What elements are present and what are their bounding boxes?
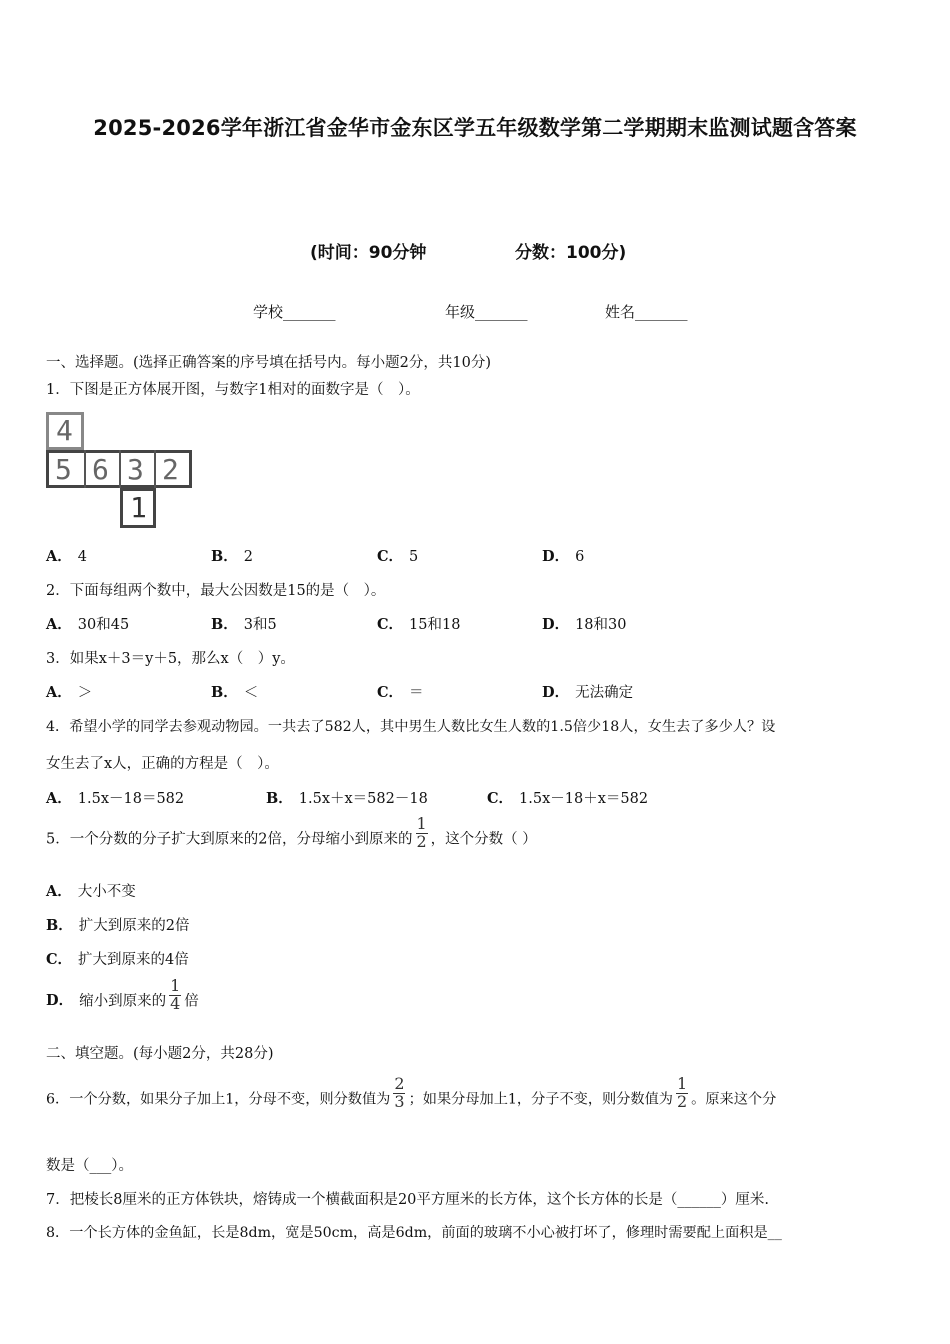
name-field: 姓名_______	[605, 303, 688, 321]
q5-option-a: A． 大小不变	[46, 883, 136, 900]
question-1: 1．下图是正方体展开图，与数字1相对的面数字是（ ）。	[46, 382, 420, 398]
question-2: 2．下面每组两个数中，最大公因数是15的是（ ）。	[46, 583, 386, 599]
net-digit: 4	[56, 414, 73, 447]
net-divider	[154, 450, 156, 488]
question-3: 3．如果x＋3＝y＋5，那么x（ ）y。	[46, 651, 295, 667]
net-digit: 1	[130, 491, 147, 524]
q5-option-b: B． 扩大到原来的2倍	[46, 917, 190, 934]
q4-option-a: A． 1.5x－18＝582	[46, 790, 185, 807]
section-heading-fill: 二、填空题。(每小题2分，共28分)	[46, 1046, 274, 1062]
question-6-line-1: 6．一个分数，如果分子加上1，分母不变，则分数值为 $\frac{2}{3}$ ；如果分母加上1，分子不变，则分数值为 $\frac{1}{2}$ 。原来这个分	[46, 1074, 777, 1111]
question-7: 7．把棱长8厘米的正方体铁块，熔铸成一个横截面积是20平方厘米的长方体，这个长方体的长是（______）厘米.	[46, 1192, 770, 1208]
q2-option-c: C． 15和18	[377, 616, 461, 633]
school-field: 学校_______	[253, 303, 336, 321]
q2-option-a: A． 30和45	[46, 616, 130, 633]
grade-field: 年级_______	[445, 303, 528, 321]
net-digit: 3	[127, 453, 144, 486]
cube-net-figure	[44, 410, 194, 530]
net-digit: 2	[162, 453, 179, 486]
section-heading-choice: 一、选择题。(选择正确答案的序号填在括号内。每小题2分，共10分)	[46, 355, 491, 371]
net-digit: 6	[92, 453, 109, 486]
q2-option-b: B． 3和5	[211, 616, 277, 633]
fraction-one-half: $\frac{1}{2}$	[416, 814, 427, 851]
exam-time: (时间：90分钟	[310, 243, 427, 263]
q4-option-c: C． 1.5x－18＋x＝582	[487, 790, 649, 807]
page-title: 2025-2026学年浙江省金华市金东区学五年级数学第二学期期末监测试题含答案	[93, 116, 857, 140]
q1-option-c: C． 5	[377, 548, 419, 565]
fraction-one-half: $\frac{1}{2}$	[676, 1074, 688, 1111]
question-6-line-2: 数是（___）。	[46, 1158, 133, 1174]
net-divider	[119, 450, 121, 488]
fraction-two-thirds: $\frac{2}{3}$	[394, 1074, 405, 1111]
q3-option-c: C． ＝	[377, 684, 424, 701]
q5-option-d: D． 缩小到原来的 $\frac{1}{4}$ 倍	[46, 976, 199, 1013]
q1-option-d: D． 6	[542, 548, 585, 565]
q5-option-c: C． 扩大到原来的4倍	[46, 951, 189, 968]
question-8: 8．一个长方体的金鱼缸，长是8dm，宽是50cm，高是6dm，前面的玻璃不小心被打坏了，修理时需要配上面积是__	[46, 1225, 782, 1241]
q3-option-b: B． ＜	[211, 684, 259, 701]
q2-option-d: D． 18和30	[542, 616, 627, 633]
question-4-line-2: 女生去了x人，正确的方程是（ ）。	[46, 756, 279, 772]
net-divider	[84, 450, 86, 488]
q1-option-b: B． 2	[211, 548, 253, 565]
question-5: 5．一个分数的分子扩大到原来的2倍，分母缩小到原来的 $\frac{1}{2}$ ，这个分数（ ）	[46, 814, 537, 851]
q4-option-b: B． 1.5x＋x＝582－18	[266, 790, 428, 807]
q3-option-d: D． 无法确定	[542, 684, 634, 701]
q3-option-a: A． ＞	[46, 684, 93, 701]
exam-score: 分数：100分)	[515, 243, 627, 263]
fraction-one-quarter: $\frac{1}{4}$	[170, 976, 181, 1013]
net-digit: 5	[55, 453, 72, 486]
q1-option-a: A． 4	[46, 548, 87, 565]
question-4-line-1: 4．希望小学的同学去参观动物园。一共去了582人，其中男生人数比女生人数的1.5倍少18人，女生去了多少人？设	[46, 719, 776, 735]
